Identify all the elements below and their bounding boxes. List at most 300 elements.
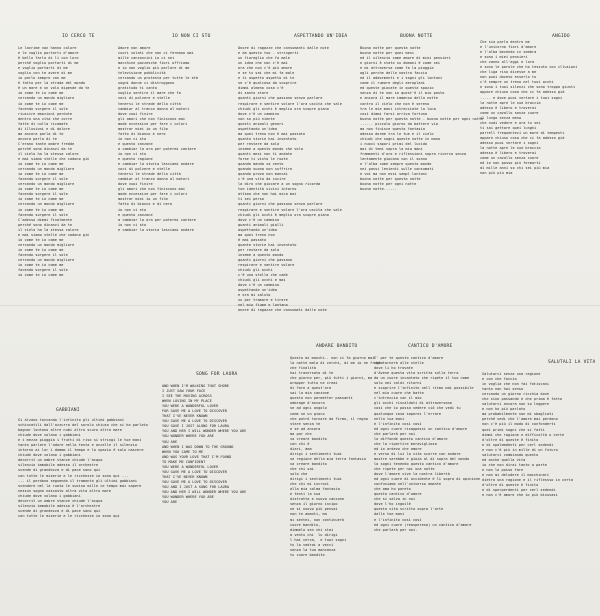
lyric-line: aspettando un'idea <box>238 227 277 232</box>
lyric-line: scendere nel la ruota le suoisa mille ce tempo mai sapere <box>18 483 142 488</box>
lyric-line: parrell frequenteci un mare di tempesti <box>480 130 565 135</box>
lyric-line: la diro che giocare a un sogno ricorda <box>238 182 321 187</box>
lyric-line: YOU WERE A WONDERFUL LOVER <box>162 404 219 409</box>
lyric-line: che ama ho pareto <box>374 487 411 492</box>
lyric-line: agli perche della nostra faccia <box>360 71 428 76</box>
song-title: IO NON CI STO <box>172 34 211 39</box>
lyric-line: mai di temi sopra la mia mani <box>360 146 423 151</box>
lyric-line: TO MAKE ME CONFIDENT <box>162 459 206 464</box>
lyric-line: I SEE THE MOVING ACROSS <box>162 394 212 399</box>
lyric-line: io come te io come me <box>18 101 64 106</box>
lyric-line: voglio sentire il mare che fa <box>118 91 181 96</box>
lyric-line: e da questo tuo - stringerti <box>238 51 299 56</box>
lyric-line: YOU WONDER WHERE YOU ARE <box>162 434 214 439</box>
lyric-line: mode eccessive per fare i colori <box>118 192 188 197</box>
lyric-line: tu la vedrai a vecci <box>290 542 334 547</box>
song-title: IO CERCO TE <box>62 34 95 39</box>
lyric-line: YOU AND HER I WILL WONDER WHERE YOU ARE <box>162 429 247 434</box>
lyric-line: YOU WONDER WHERE YOU ARE <box>162 495 214 500</box>
lyric-line: e mi attraversa come fa la pioggia <box>360 66 434 71</box>
lyric-line: alla mia calma fantasia <box>290 487 340 492</box>
lyric-line: voci di polvere e stelle <box>118 96 170 101</box>
lyric-line: hai traversato di te <box>290 371 334 376</box>
lyric-line: io come te io come me <box>18 187 64 192</box>
lyric-line: nessun sogno nascosto altra vita altro mare <box>18 488 112 493</box>
lyric-line: questi animali generi <box>238 121 284 126</box>
lyric-line: e non ho più parlato <box>482 407 526 412</box>
song-title: BUONA NOTTE <box>400 34 433 39</box>
lyric-line: cercando un protesta per tutte le età <box>118 76 199 81</box>
lyric-line: quanti giorni che passano senza parlare <box>238 202 323 207</box>
lyric-line: wrapper tutto ne creai <box>290 381 338 386</box>
lyric-line: YOU GAVE ME A LOVE TO DISCOVER <box>162 469 227 474</box>
lyric-line: chiudi che sogni queste notte in mano <box>360 136 441 141</box>
lyric-line: facendo sorgere il sole <box>18 177 68 182</box>
song-title: SONG FOR LAURA <box>196 372 238 377</box>
lyric-line: YOU WERE A WONDERFUL LOVER <box>162 464 219 469</box>
lyric-line: tue identità vicini intorno <box>238 187 297 192</box>
lyric-line: E' per te questo cantico d'amore <box>374 356 444 360</box>
lyric-line: nella tua mani <box>374 416 405 421</box>
lyric-line: ma probabilmente non mi sbagliati <box>482 412 554 417</box>
lyric-line: e cambiar la storia lasciami andare <box>118 227 194 232</box>
lyric-line: per restare da sola <box>238 247 280 252</box>
lyric-line: diari, ama <box>290 446 312 451</box>
lyric-line: di santo stare <box>238 91 269 96</box>
lyric-line: un idea che non c'è mai <box>238 61 288 66</box>
lyric-line: io come te io come me <box>18 247 64 252</box>
lyric-line: chiude dove volano i gabbiani <box>18 493 81 498</box>
lyric-line: gli amori che non finiscono mai <box>118 187 186 192</box>
lyric-line: quanto storie hai inventato <box>238 136 297 141</box>
lyric-line: perché vedi che l'amore mai perdono <box>482 417 558 422</box>
lyric-line: dove l'amore vive la nostra libertà <box>374 472 450 477</box>
lyric-line: WHEN YOU CAME TO ME <box>162 449 204 454</box>
lyric-line: tanto non hai senso <box>482 387 524 392</box>
lyric-line: e questo ragione <box>118 157 153 162</box>
lyric-line: e di sperperdenti per cerl sedendi <box>482 488 556 493</box>
song-lyrics <box>290 356 383 558</box>
lyric-line: di fare a quest'ora <box>290 386 332 391</box>
lyric-line: e le voglio portarti d'amore <box>18 51 79 56</box>
lyric-line: e io non voglio più parlare di me <box>118 66 190 71</box>
lyric-line: dove c'è un cammino <box>238 111 280 116</box>
lyric-line: io come te io come me <box>18 91 64 96</box>
lyric-line: d'Avene questa vita scritta sulla terra <box>374 371 459 376</box>
lyric-line: cuore bandito, <box>290 522 321 527</box>
lyric-line: come un cavallo senza cuore <box>480 110 539 115</box>
lyric-line: nei passi lenienti sulle consumati <box>360 167 434 172</box>
lyric-line: silenzio immobile adesso è l'orchestre <box>18 503 101 508</box>
lyric-line: FOR GAVE ME A LOVE TO DISCOVER <box>162 409 227 414</box>
lyric-line: e mai siamo stelle che cadono giù <box>18 232 90 237</box>
lyric-line: non so più niente <box>238 116 275 121</box>
lyric-line: su per tramare e tirare <box>238 298 288 303</box>
lyric-line: cercando un mondo migliore <box>18 96 75 101</box>
lyric-line: se c'è qualcosa da scoprire <box>238 81 297 86</box>
lyric-line: THAT I'VE NEVER KNOWN <box>162 414 208 419</box>
lyric-line: con tutte le miserie e le ricchezze io sono qui <box>18 513 120 518</box>
lyric-line: di illusioni e di dolore <box>18 126 70 131</box>
lyric-line: Amore non amore <box>118 46 151 50</box>
lyric-line: che si salva in noi <box>374 497 416 502</box>
lyric-line: dimmi almeno cosa c'è <box>238 86 284 91</box>
lyric-line: dove c'è un cammino <box>238 283 280 288</box>
lyric-line: tra le mie mani intrecciate la luna <box>360 106 436 111</box>
lyric-line: c'è una vita da cucire <box>238 177 286 182</box>
lyric-line: ma non finisce questa fantasia <box>360 126 425 131</box>
lyric-line: c'intreccia con il mio <box>374 396 422 401</box>
lyric-line: WHEN LOVING IN MY PLACE <box>162 399 212 404</box>
song-title: GABBIANI <box>56 408 80 413</box>
lyric-line: fatto di bianco e di nero <box>118 202 173 207</box>
lyric-line: cercando un mondo migliore <box>18 242 75 247</box>
song-lyrics <box>482 372 573 498</box>
lyric-line: e ancora il mare immenso della notte <box>360 96 438 101</box>
lyric-line: qualunque cosa saperei l'errare <box>374 411 442 416</box>
lyric-line: ombrage d'ancora <box>290 401 325 406</box>
lyric-line: che liga riso dicesse a me <box>480 70 537 75</box>
lyric-line: e voi ma non essi sempl lontani <box>360 172 428 177</box>
lyric-line: dove l'ho ingoilè <box>374 502 411 507</box>
song-lyrics <box>18 46 89 278</box>
lyric-line: AND WHEN I WAS DOWN TO THE GROUND <box>162 444 234 449</box>
lyric-line: distratta e nuova canzone <box>290 497 345 502</box>
lyric-line: un fioreglio che fa male <box>238 56 290 61</box>
lyric-line: aspettando un'idea <box>238 126 277 131</box>
lyric-line: Le lacrime non hanno colore <box>18 46 77 50</box>
lyric-line: facendo sorgere il sole <box>18 252 68 257</box>
lyric-line: io parlo sempre con me <box>18 76 66 81</box>
lyric-line: nel mio fiume e lontano <box>238 303 288 308</box>
lyric-line: schincatili dall'azzurro del sorolo chiuso che si ha parlato <box>18 423 148 428</box>
lyric-line: e voglio portarti di me <box>18 66 68 71</box>
lyric-line: che sino passando e che prima è fatto <box>482 397 563 402</box>
lyric-line: questa vita scritta sopra l'arte <box>374 507 444 512</box>
lyric-line: se regione della mia terra fantasia <box>290 456 366 461</box>
lyric-line: la notte apre le sue braccia <box>480 145 541 150</box>
lyric-line: come se un gioco <box>290 411 325 416</box>
lyric-line: il cielo ha la stessa calore <box>18 151 79 156</box>
lyric-line: buona notte per quei mesi <box>360 51 415 56</box>
song-lyrics <box>162 384 246 505</box>
lyric-line: la notte mala di cerchi, di me io ne frugho <box>290 361 384 366</box>
lyric-line: quanti giorni che passano <box>238 257 293 262</box>
lyric-line: da un cuore incantato che ripete il tuo nome <box>374 376 470 381</box>
lyric-line: cercando un mondo migliore <box>18 202 75 207</box>
lyric-line: tenersi le strade della città <box>118 172 181 177</box>
lyric-line: perché sono dinanzi da te <box>18 222 73 227</box>
lyric-line: chiudi gli occhi e mai <box>238 278 286 283</box>
lyric-line: che finalità <box>290 366 316 371</box>
lyric-line: come un cavallo senza cuore <box>480 156 539 161</box>
lyric-line: ...... piccolo giorno da battere via <box>360 121 438 126</box>
lyric-line: chiude dove volano i gabbiani <box>18 453 81 458</box>
lyric-line: macchine pazzesche fiori offriamo <box>118 61 190 66</box>
lyric-line: voglio con te avere di me <box>18 71 73 76</box>
lyric-line: C'erano tante ombre fredde <box>18 141 75 146</box>
lyric-line: respirare e sentire volare <box>238 263 295 268</box>
lyric-line: e non mi deludere il macchinari <box>482 472 550 477</box>
lyric-line: lo sogni tenendo questo cantico d'amore <box>374 461 459 466</box>
lyric-line: d'oltre di queste è finito <box>482 483 539 488</box>
lyric-line: quante storie hai inventato <box>238 242 297 247</box>
lyric-line: dove li ho trovate <box>374 366 413 371</box>
lyric-line: così che io possa vedere ciò che vedi tu <box>374 406 461 411</box>
lyric-line: che chi mi incroci <box>290 482 329 487</box>
lyric-line: quei primi sogni che si fatti <box>482 427 545 432</box>
lyric-line: è un mare e un volo dipende da te <box>18 86 90 91</box>
lyric-line: ed queste giocate in questa spazio <box>360 86 434 91</box>
lyric-line: buona notte per questa notte <box>360 177 421 182</box>
lyric-line: e questo canzone <box>118 212 153 217</box>
lyric-line: adesso è libero e troverai <box>480 151 537 156</box>
lyric-line: per restare da sola <box>238 141 280 146</box>
lyric-line: e se ad ancora <box>290 426 321 431</box>
lyric-line: senza la tua mancanza <box>290 547 336 552</box>
lyric-line: aspettando un'idea <box>238 288 277 293</box>
lyric-line: va creare bandito <box>290 461 327 466</box>
lyric-line: mostre sarebbe e gioia al di sopra del mondo <box>374 456 470 461</box>
lyric-line: quanti mesi non ti andate <box>238 151 293 156</box>
lyric-line: perché sono dinanzi da te <box>18 146 73 151</box>
lyric-line: facendo sorgere il sole <box>18 268 68 273</box>
lyric-line: a ventu chi lu dirigi <box>290 532 338 537</box>
lyric-line: ed anche quella vita <box>482 457 526 462</box>
lyric-line: io come te io come me <box>18 207 64 212</box>
lyric-line: che nudi vedere e ora tu sei <box>480 120 541 125</box>
lyric-line: non puoi dovevo esserlo tu <box>480 75 537 80</box>
lyric-line: quando prova non mancai <box>238 172 288 177</box>
song-lyrics <box>118 46 198 233</box>
lyric-line: buona notte per questa notte - buona notte per ogni notte <box>360 116 484 121</box>
lyric-line: confusiamo nell'universo amante <box>374 482 442 487</box>
lyric-line: io come te io come me <box>18 197 64 202</box>
lyric-line: che tornerà alle stelle <box>374 361 424 366</box>
song-lyrics <box>360 46 483 192</box>
lyric-line: sogni donne ci distruggono <box>118 81 175 86</box>
lyric-line: solo nei caldi ritorni <box>374 381 422 386</box>
lyric-line: YOU GAVE I JUST ALONG FOR LAURA <box>162 424 230 429</box>
lyric-line: salutarci cambiando questo <box>482 452 539 457</box>
lyric-line: facendo sorgere il sole <box>18 212 68 217</box>
song-title: ANDARE BANDITO <box>316 344 358 349</box>
lyric-line: quando manda va vento <box>238 162 284 167</box>
lyric-line: e mai siamo stelle che cadono giù <box>18 157 90 162</box>
lyric-line: inseme a questo mondo <box>238 252 284 257</box>
lyric-line: che parlarà per noi. <box>374 527 418 532</box>
lyric-line: a cambiar la ora per potermi cantare <box>118 146 196 151</box>
lyric-line: dentro una vita che corre <box>18 116 73 121</box>
lyric-line: è fatto per la strada del mondo <box>18 81 86 86</box>
lyric-line: tenersi le strade della città <box>118 101 181 106</box>
song-title: ASPETTANDO UN'IDEA <box>294 34 348 39</box>
lyric-line: io non ci sto <box>118 222 147 227</box>
lyric-line: c'è sempre un treno nel tuoi occhi <box>480 80 554 85</box>
lyric-line: il cielo ha la stessa calore <box>18 227 79 232</box>
lyric-line: YOU GAVE ME A LOVE TO DISCOVER <box>162 419 227 424</box>
lyric-line: voci di polvere e stelle <box>118 167 170 172</box>
lyric-line: facendo sorgere il sole <box>18 192 68 197</box>
lyric-line: lentamente giocano con il sonno <box>360 157 428 162</box>
song-title: CANTICO D'AMORE <box>408 344 453 349</box>
lyric-line: perché voglio portarti di me <box>18 61 79 66</box>
lyric-line: non te amanti, ma <box>290 512 327 517</box>
lyric-line: inseme a questo mondo che vola <box>238 146 303 151</box>
lyric-line: bagnar lontano altre nubi altro scuro altro mare <box>18 428 122 433</box>
lyric-line: e sono i tuoi silenzi che sono troppo giusti <box>480 85 576 90</box>
lyric-line: decorrit un ombre stanze chiude l'acqua <box>18 458 103 463</box>
lyric-line: che potrò tornare da firmo, il regno <box>290 416 368 421</box>
lyric-line: che ripete per noi una notte <box>374 467 435 472</box>
lyric-line: e tenti la sua <box>290 492 321 497</box>
lyric-line: ti sei perso <box>238 197 264 202</box>
lyric-line: ora che non c'è più amore <box>238 66 293 71</box>
lyric-line: i nuovi sapori primi del lucido <box>360 141 428 146</box>
lyric-line: dirigi i sentimenti tuoi <box>290 451 342 456</box>
lyric-line: ... il perdono seguendo il tramonto gli ultimi gabbiani <box>18 478 137 483</box>
lyric-line: respirare e sentire volare l'ora uscita che vale <box>238 207 342 212</box>
lyric-line: facendo sorgere il sole <box>18 106 68 111</box>
lyric-line: ed il silenzio come amore di miei pensieri <box>360 56 451 61</box>
lyric-line: C'adesso dimmi finalmente <box>18 217 73 222</box>
lyric-line: ..... e dove puoi vertare i tuoi sogni <box>480 95 563 100</box>
lyric-line: fatto di bianco e nero <box>118 131 166 136</box>
lyric-line: dirigi i sentimenti tuoi <box>290 477 342 482</box>
lyric-line: è mai passato <box>238 237 267 242</box>
lyric-line: dietro una ragione e il riflessso in certa <box>482 477 573 482</box>
song-title: ANGIDO <box>552 34 570 39</box>
lyric-line: che la ripartire meravigliosa <box>374 441 437 446</box>
lyric-line: silenzio immobile adesso il orchestre <box>18 463 99 468</box>
lyric-line: mostrar miei io un film <box>118 197 168 202</box>
lyric-line: io non ci sto <box>118 151 147 156</box>
lyric-line: YOU GAVE ME A LOVE TO DISCOVER <box>162 479 227 484</box>
lyric-line: ed ogni cuore (reaspereso) un cantico d'amore <box>374 522 472 527</box>
lyric-line: e sono i miei pensieri <box>480 55 528 60</box>
lyric-line: e l'alba come sempre questo mondo <box>360 162 432 167</box>
lyric-line: THAT I'VE NEVER KNOWN <box>162 474 208 479</box>
lyric-line: io che non dirai tanto a parte <box>482 462 547 467</box>
lyric-line: Buona notte per questa notte <box>360 46 421 50</box>
lyric-line: cercando un mondo migliore <box>18 182 75 187</box>
lyric-line: se ad ogni angolo <box>290 406 327 411</box>
lyric-line: ma par che <box>290 431 312 436</box>
song-lyrics <box>18 418 148 519</box>
lyric-line: io non ci sto <box>118 207 147 212</box>
lyric-line: respirare e sentire volare l'ora uscita che vale <box>238 101 342 106</box>
lyric-line: YOU AND HER I WILL WONDER WHERE YOU ARE <box>162 489 247 494</box>
lyric-line: e sono le parole che ho tessuto con illusioni <box>480 65 578 70</box>
lyric-line: ed il addormenti e i sogni gli lontani <box>360 76 443 81</box>
lyric-line: dove vuoi finire <box>118 182 153 187</box>
lyric-line: e giorni è stato su domani è come sei <box>360 61 441 66</box>
lyric-line: ed io non posso più fermarti <box>480 161 541 166</box>
lyric-line: io come te io come me <box>18 162 64 167</box>
lyric-line: e questo canzone <box>118 141 153 146</box>
lyric-line: intorno ai lor i dammo il tempo e lo spazio è solo nascere <box>18 448 144 453</box>
lyric-line: ed ogni cuore di occidente è lì sopra di opinione <box>374 477 481 482</box>
lyric-line: e con che faccio <box>482 377 517 382</box>
lyric-line: e scoprire l'infinito nell ritmo mai possibile <box>374 386 474 391</box>
lyric-line: quanti giorni che passano senza parlare <box>238 96 323 101</box>
lyric-line: YOU ARE <box>162 500 178 505</box>
lyric-line: tanto parlare l'odore nella tenta e accelle il silenzio <box>18 443 137 448</box>
lyric-line: io come te io come me <box>18 237 64 242</box>
lyric-line: e ti aspetto aspetto di te <box>238 76 295 81</box>
lyric-line: mostrar miei io un film <box>118 126 168 131</box>
lyric-line: stare senza te <box>290 421 321 426</box>
lyric-line: ti sai gettare quei lunghi <box>480 125 537 130</box>
lyric-line: così dimmi farsi arriva fortuna <box>360 111 428 116</box>
lyric-line: sai la mia canzone <box>290 391 329 396</box>
lyric-line: di mille anni so chi sei più mia <box>480 166 550 171</box>
lyric-line: riuscire emozioni perdute <box>18 111 73 116</box>
lyric-line: e i mezza pioggia i frutti di riso si stringi le tue mani <box>18 438 142 443</box>
lyric-line: YOU AND I JUST A SONG FOR LAURA <box>162 484 230 489</box>
song-lyrics <box>374 356 480 533</box>
lyric-line: c'è una stella che cade <box>238 273 288 278</box>
lyric-line: adesso puoi vertare i sogni <box>480 140 539 145</box>
lyric-line: adesso è libero e troverai <box>480 105 537 110</box>
lyric-line: e l'alba bevendo in sembra <box>480 50 537 55</box>
lyric-line: Che sia parla dentro me <box>480 40 530 44</box>
lyric-line: dimmi che ragione e difficoltà o certe <box>482 432 565 437</box>
lyric-line: non più più mia <box>480 171 513 176</box>
lyric-line: e cambiar la storia lasciami andare <box>118 162 194 167</box>
lyric-line: contro il cielo che non è sereno <box>360 101 430 106</box>
lyric-line: cercando un giorno ricchia dove <box>482 392 550 397</box>
lyric-line: ma quei treno non <box>238 232 275 237</box>
lyric-line: solo che <box>290 472 308 477</box>
lyric-line: scende di grandezza e di pace sono qui <box>18 468 101 473</box>
lyric-line: gratitudo ti canta <box>118 86 157 91</box>
lyric-line: l hai cerca, e tuoi sogni <box>290 537 347 542</box>
lyric-line: YOU ARE <box>162 439 178 444</box>
lyric-line: a cambiar la ora per potermi cantare <box>118 217 196 222</box>
lyric-line: I JUST SAW YOUR FACE <box>162 389 206 394</box>
lyric-line: attimo che non hai mica mai <box>238 192 297 197</box>
lyric-line: io come te io come me <box>18 263 64 268</box>
lyric-line: forse ti visto le ruote <box>238 157 288 162</box>
lyric-line: nel mio cuore che batte <box>374 391 424 396</box>
lyric-line: cambiar al tranco donna al motori <box>118 177 190 182</box>
lyric-line: e l'infinito così così <box>374 421 422 426</box>
lyric-line: e non c'è amore che io più disuvasi <box>482 493 558 498</box>
lyric-line: scende di grandezza e di pace sono qui <box>18 508 101 513</box>
song-lyrics <box>238 46 342 313</box>
lyric-line: d'oltre di queste è finito <box>482 437 539 442</box>
lyric-line: e ora mi saluto <box>238 293 271 298</box>
lyric-line: che giorno per, più tutti i giorni, ma <box>290 376 373 381</box>
lyric-line: mode eccessive per fare i colori <box>118 121 188 126</box>
lyric-line: che parlarà per noi <box>374 431 416 436</box>
lyric-line: Si alzano toccando l'infinito gli ultimi gabbiani <box>18 418 125 422</box>
lyric-line: Onore di ragazze che consumanti dalle note <box>238 46 329 50</box>
lyric-line: Salutarci senza una ragione <box>482 372 541 376</box>
lyric-line: dalle tue mani <box>374 512 405 517</box>
lyric-line: il lungo senza meno <box>480 115 522 120</box>
lyric-line: ed io ardevo che amore <box>374 446 422 451</box>
lyric-line: ma ancora parla di te <box>18 131 64 136</box>
lyric-line: televisione pubblicità <box>118 71 166 76</box>
lyric-line: AND WHEN I'M WALKING THAT SHORE <box>162 384 230 388</box>
lyric-line: adesso dorme tra le tue e il cielo <box>360 131 434 136</box>
lyric-line: decorrit un ombre stanze chiude l'acqua <box>18 498 103 503</box>
lyric-line: e verso di lui la vita scorre con andare <box>374 451 461 456</box>
lyric-line: cercando un mondo migliore <box>18 257 75 262</box>
lyric-line: chiudi gli occhi <box>238 268 273 273</box>
